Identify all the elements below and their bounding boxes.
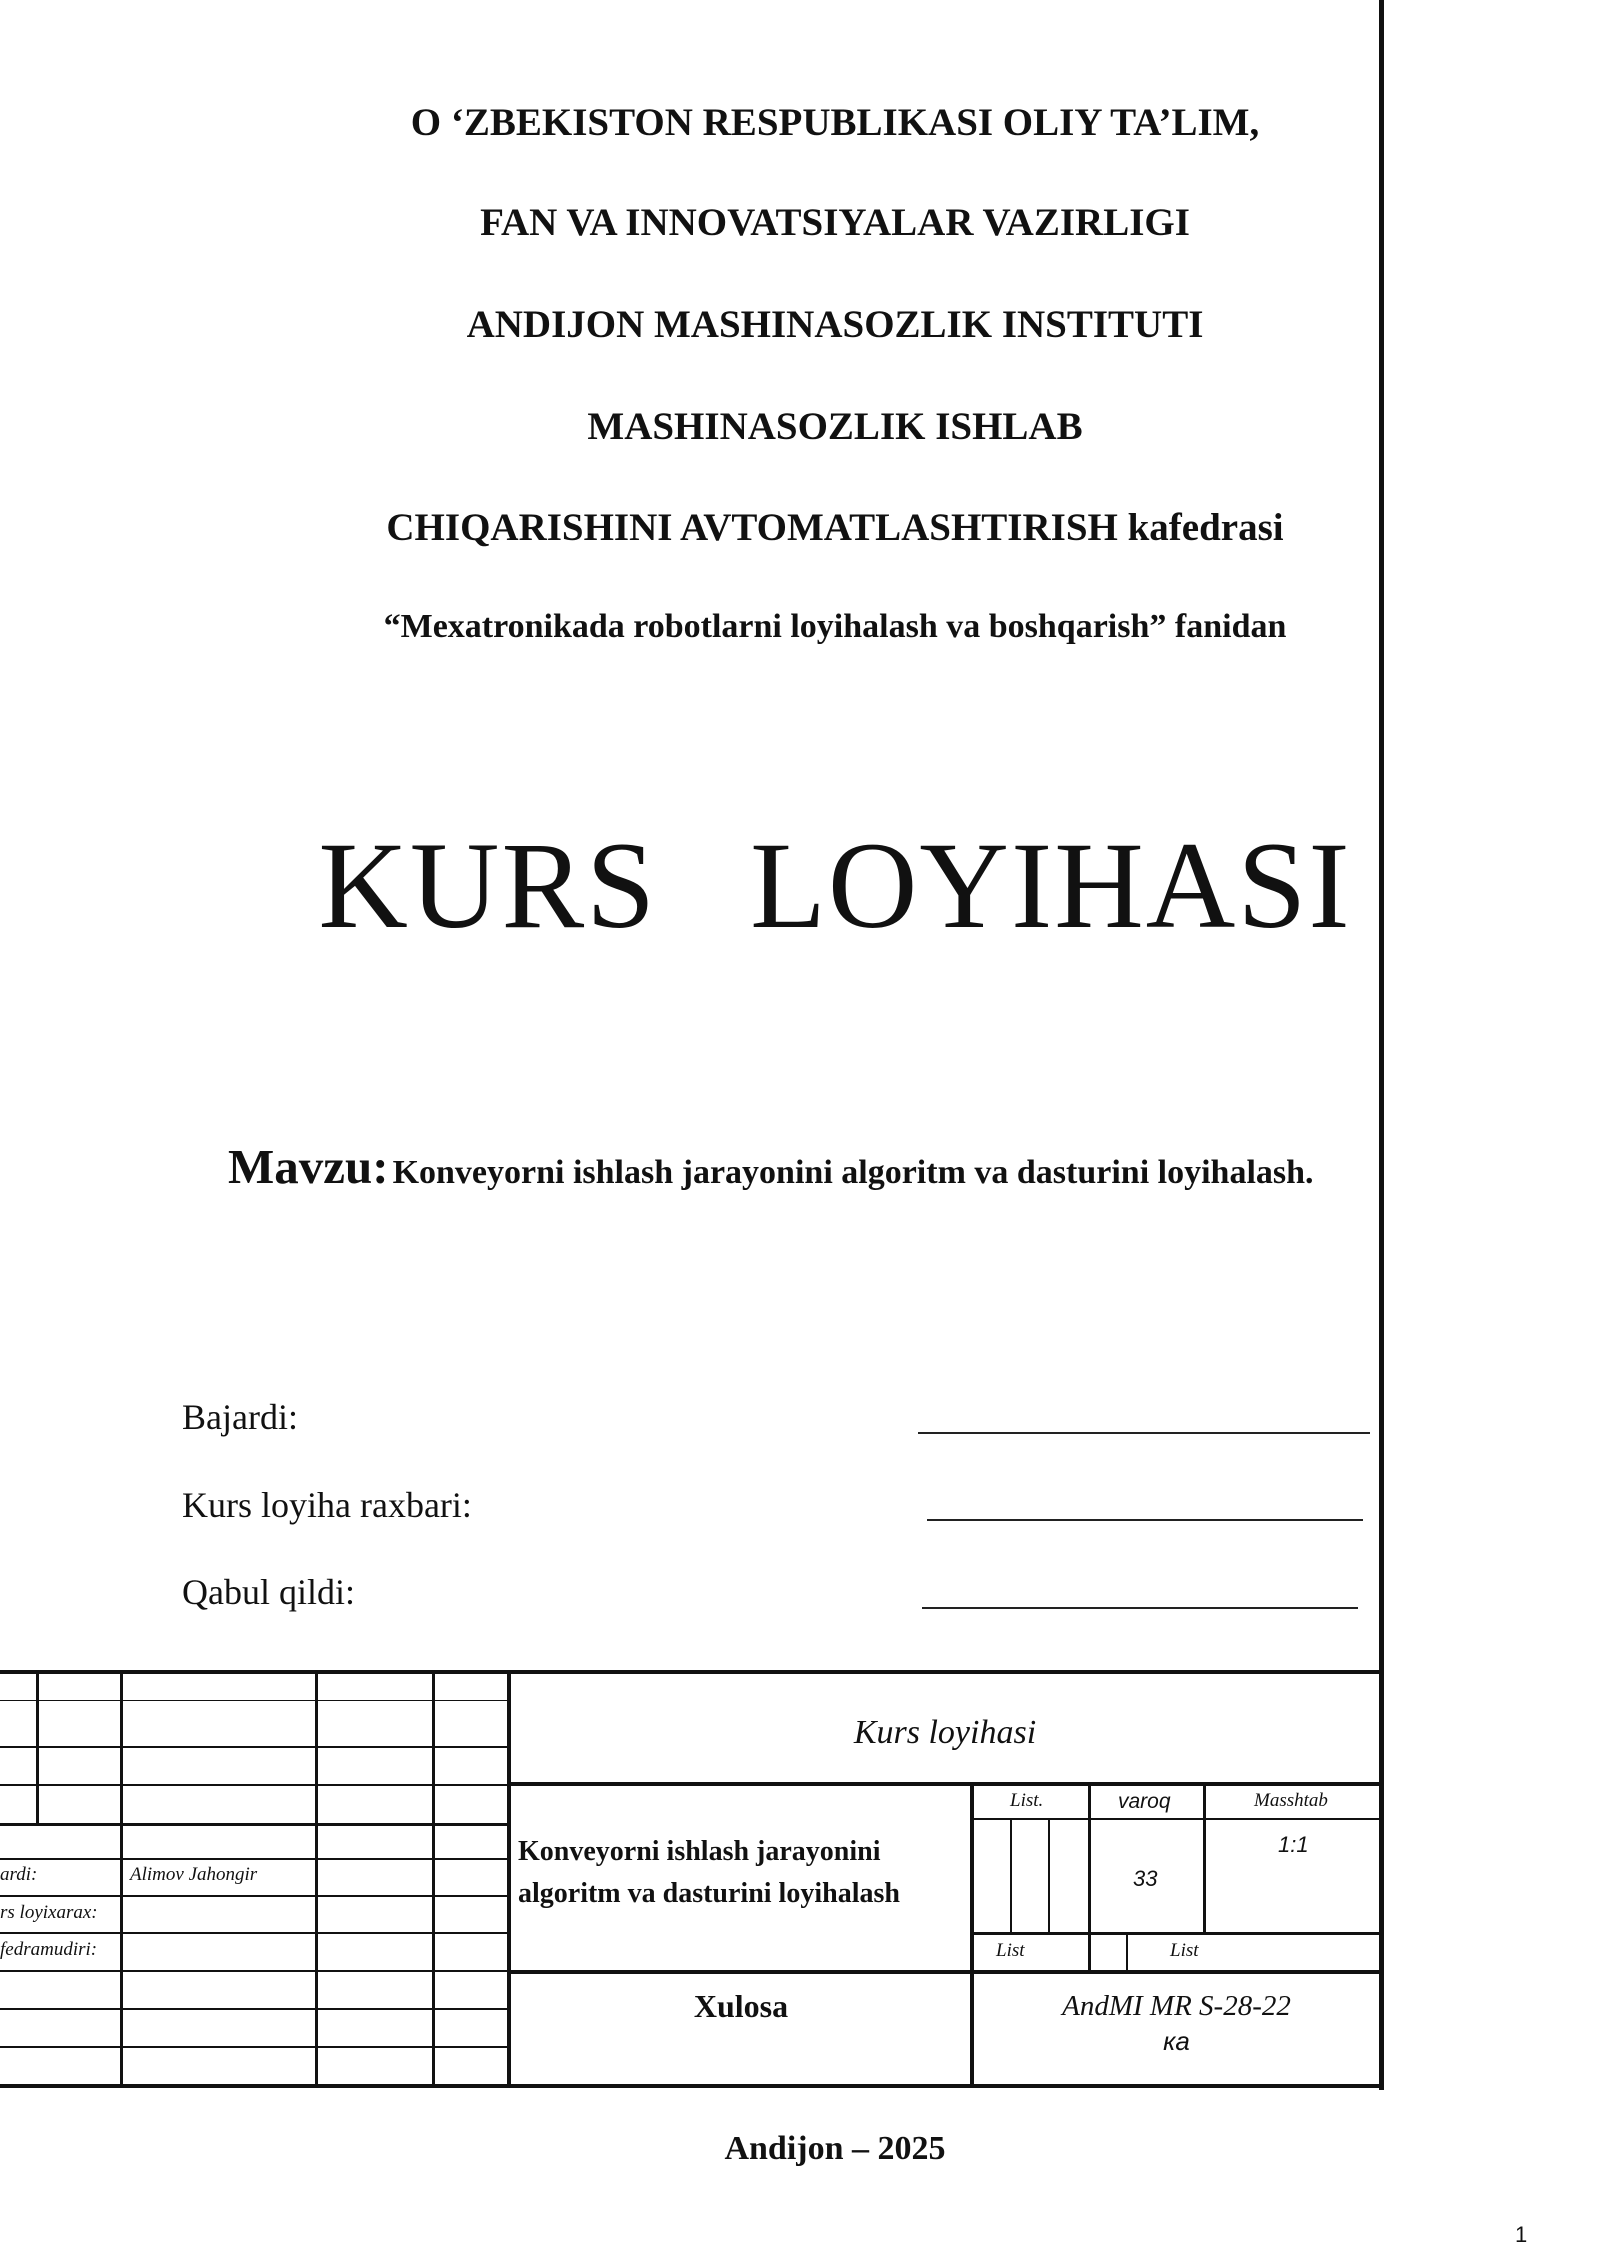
stamp-code-line-2: ка	[1163, 2026, 1190, 2056]
ministry-line-2: FAN VA INNOVATSIYALAR VAZIRLIGI	[480, 201, 1190, 244]
signature-label-bajardi: Bajardi:	[182, 1397, 298, 1437]
topic-label: Mavzu:	[228, 1139, 389, 1194]
department-line-1: MASHINASOZLIK ISHLAB	[587, 405, 1083, 448]
stamp-section: Xulosa	[693, 1988, 789, 2024]
signature-label-qabul: Qabul qildi:	[182, 1572, 355, 1612]
signature-line-qabul[interactable]	[922, 1607, 1358, 1609]
title-block	[0, 1670, 1390, 2090]
signature-line-raxbar[interactable]	[927, 1519, 1363, 1521]
city-year: Andijon – 2025	[724, 2130, 946, 2167]
stamp-varoq-value: 33	[1133, 1866, 1158, 1891]
document-title: KURS LOYIHASI	[318, 817, 1352, 954]
subject-line: “Mexatronikada robotlarni loyihalash va boshqarish” fanidan	[383, 608, 1287, 645]
ministry-line-1: O ‘ZBEKISTON RESPUBLIKASI OLIY TA’LIM,	[410, 101, 1260, 144]
institute-name: ANDIJON MASHINASOZLIK INSTITUTI	[466, 303, 1204, 346]
stamp-topic-line-2: algoritm va dasturini loyihalash	[518, 1878, 900, 1909]
stamp-list-label: List.	[1010, 1790, 1044, 1811]
topic	[228, 1138, 1314, 1195]
stamp-masshtab-value: 1:1	[1278, 1832, 1309, 1857]
row-label-kafedra: fedramudiri:	[0, 1939, 98, 1960]
row-label-raxbar: rs loyixarax:	[0, 1902, 98, 1923]
stamp-topic-line-1: Konveyorni ishlash jarayonini	[518, 1836, 881, 1867]
signature-label-raxbar: Kurs loyiha raxbari:	[182, 1485, 472, 1525]
department-line-2: CHIQARISHINI AVTOMATLASHTIRISH kafedrasi	[386, 506, 1284, 549]
row-value-bajardi: Alimov Jahongir	[130, 1864, 258, 1885]
stamp-list-bottom-1: List	[996, 1940, 1025, 1961]
signature-line-bajardi[interactable]	[918, 1432, 1370, 1434]
topic-text: Konveyorni ishlash jarayonini algoritm va dasturini loyihalash.	[392, 1154, 1314, 1191]
stamp-list-bottom-2: List	[1170, 1940, 1199, 1961]
stamp-masshtab-label: Masshtab	[1254, 1790, 1328, 1811]
stamp-varoq-label: varoq	[1118, 1790, 1171, 1813]
stamp-doc-type: Kurs loyihasi	[853, 1714, 1037, 1751]
stamp-code-line-1: AndMI MR S-28-22	[1062, 1990, 1291, 2022]
row-label-bajardi: ardi:	[0, 1864, 38, 1885]
page-number: 1	[1515, 2222, 1528, 2247]
